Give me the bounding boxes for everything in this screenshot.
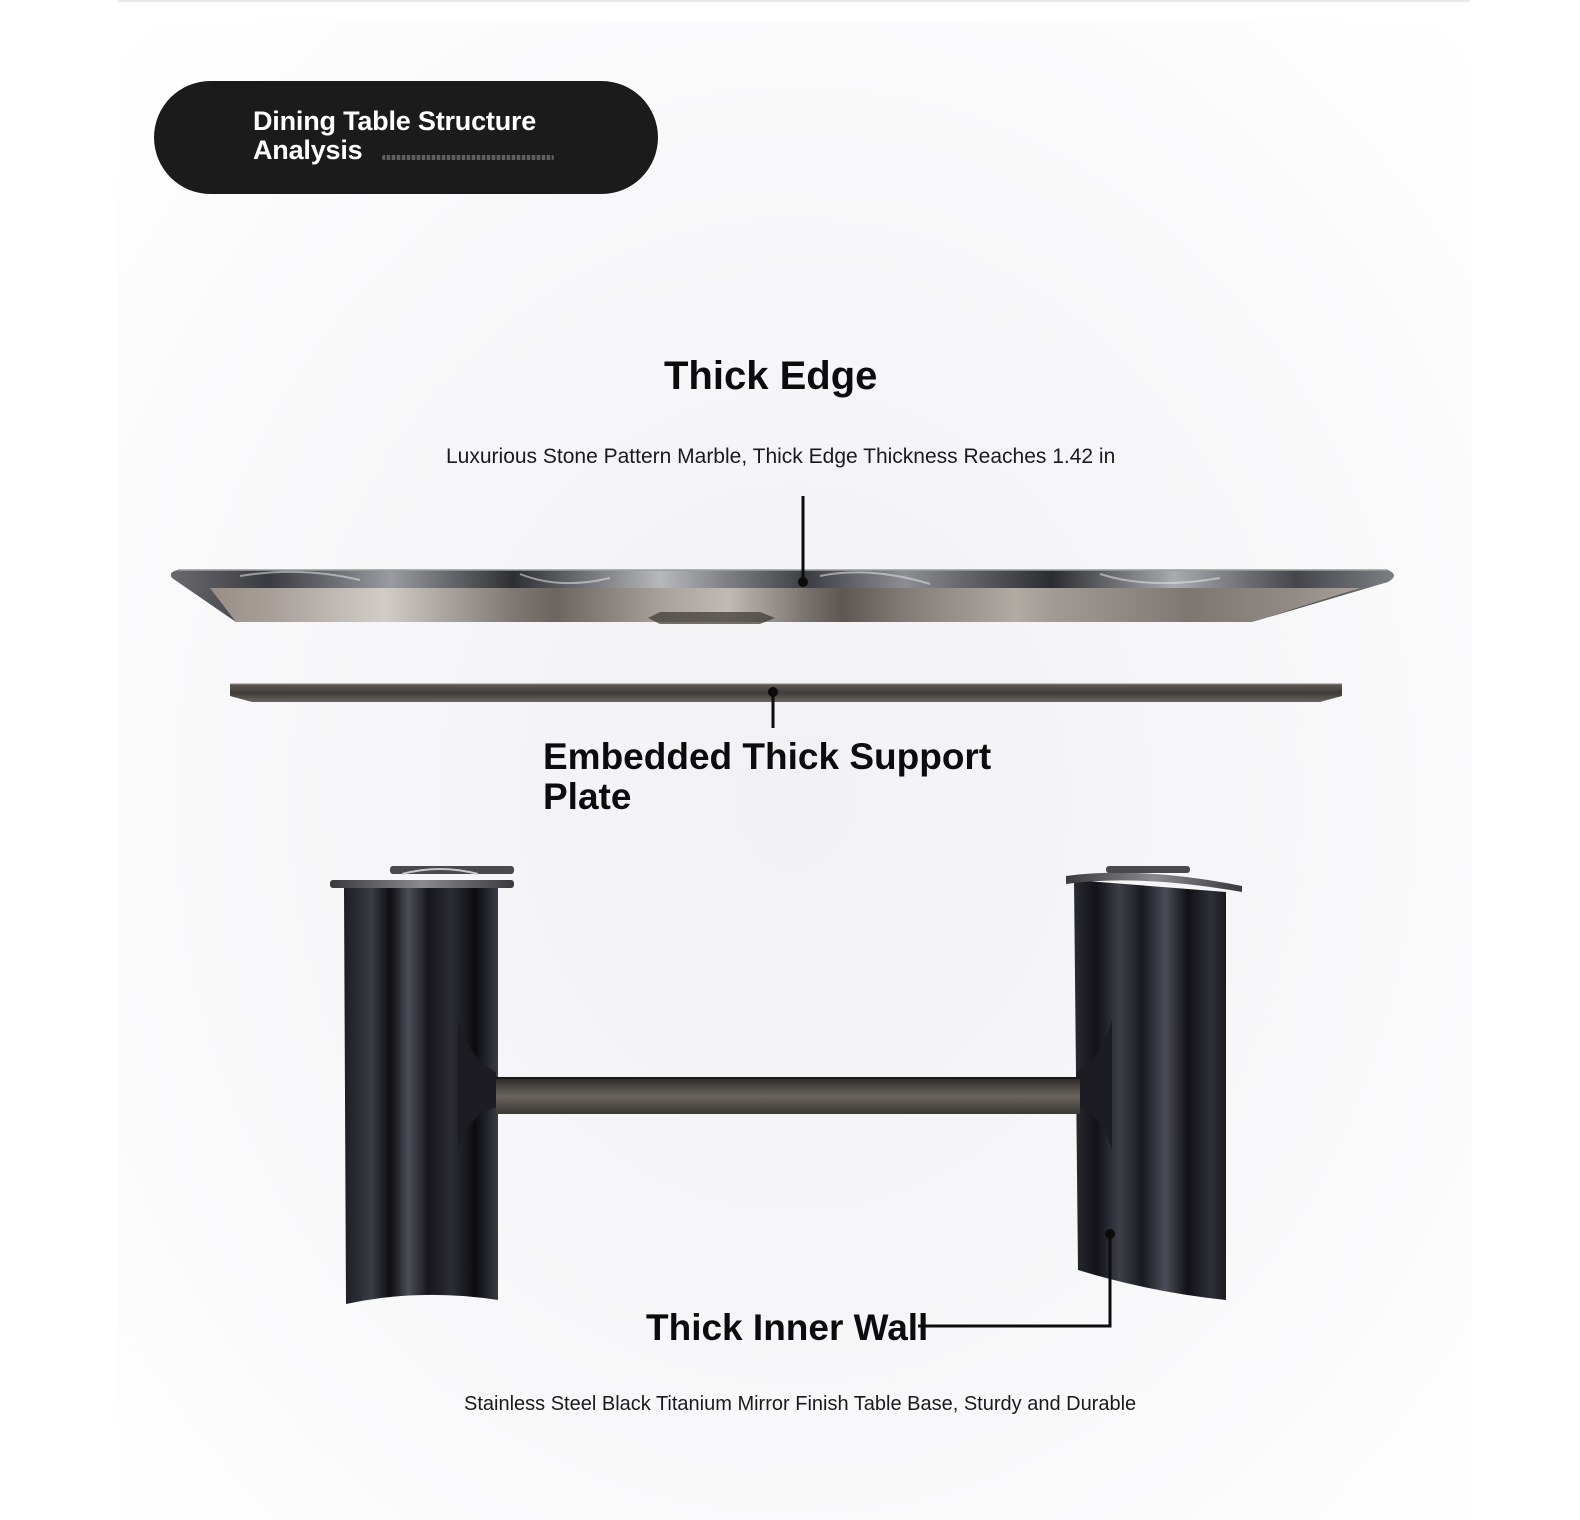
marble-tabletop: [171, 570, 1394, 624]
left-table-leg: [330, 866, 514, 1304]
base-crossbeam: [496, 1078, 1080, 1114]
support-plate-leader: [768, 687, 778, 728]
support-plate-heading: Embedded Thick Support Plate: [543, 736, 992, 817]
thick-edge-heading: Thick Edge: [664, 354, 878, 398]
right-table-leg: [1066, 866, 1242, 1300]
thick-edge-description: Luxurious Stone Pattern Marble, Thick Edge Thickness Reaches 1.42 in: [446, 445, 1116, 468]
table-base-description: Stainless Steel Black Titanium Mirror Finish Table Base, Sturdy and Durable: [464, 1393, 1137, 1415]
inner-wall-heading: Thick Inner Wall: [646, 1307, 929, 1348]
section-badge-title: Dining Table Structure Analysis: [253, 106, 537, 165]
support-plate: [230, 684, 1342, 702]
